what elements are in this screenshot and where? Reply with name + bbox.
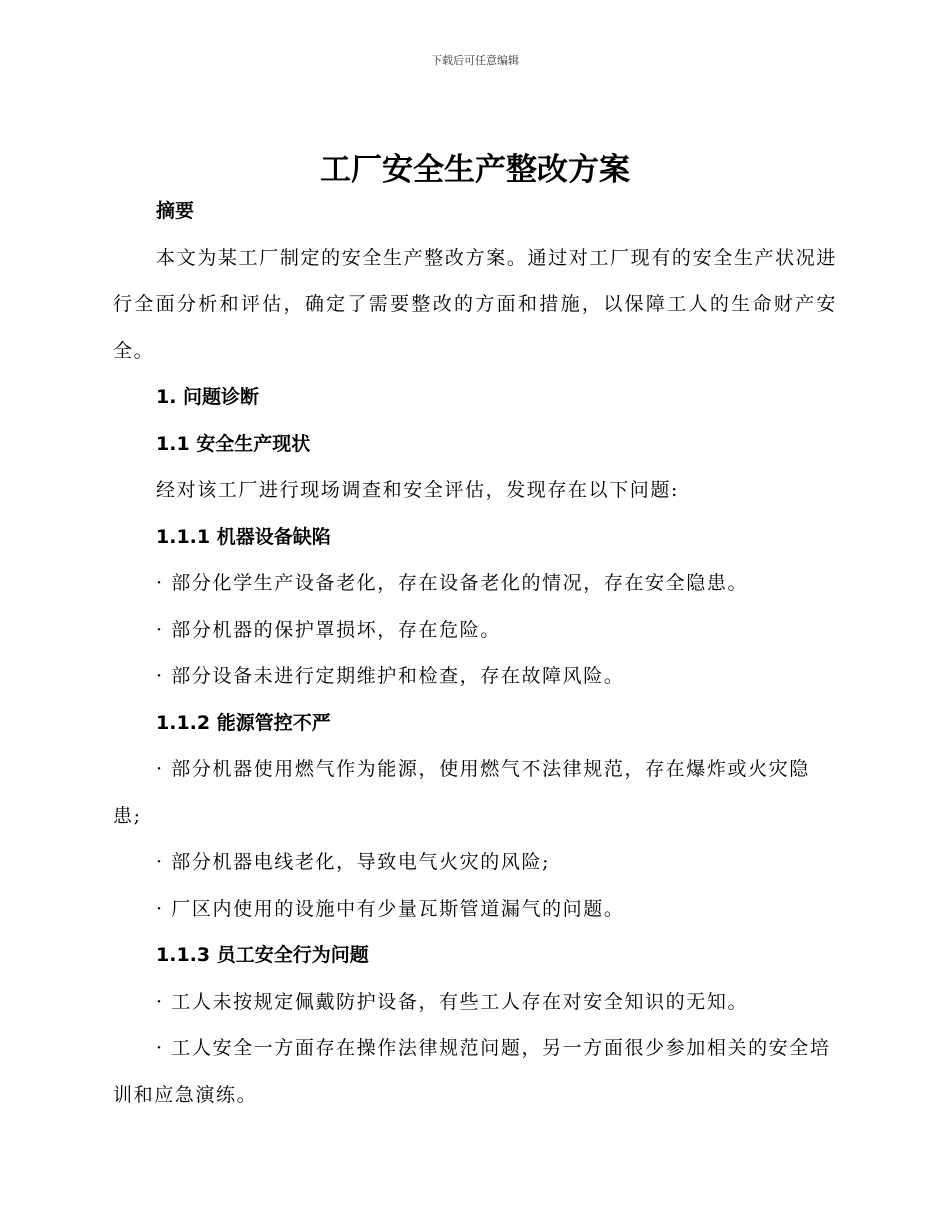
list-item: · 工人未按规定佩戴防护设备，有些工人存在对安全知识的无知。	[156, 990, 749, 1013]
document-body	[113, 188, 837, 1118]
document-title: 工厂安全生产整改方案	[320, 152, 630, 188]
list-item: · 厂区内使用的设施中有少量瓦斯管道漏气的问题。	[156, 897, 625, 920]
list-item: · 部分机器电线老化，导致电气火灾的风险;	[156, 851, 551, 873]
list-item: · 部分机器的保护罩损坏，存在危险。	[156, 618, 501, 641]
list-item: · 部分设备未进行定期维护和检查，存在故障风险。	[156, 665, 625, 687]
list-item: · 工人安全一方面存在操作法律规范问题，另一方面很少参加相关的安全培训和应急演练。	[113, 1037, 831, 1106]
section-1-1-1-heading: 1.1.1 机器设备缺陷	[156, 525, 331, 548]
abstract-heading: 摘要	[156, 200, 195, 222]
section-1-1-intro: 经对该工厂进行现场调查和安全评估，发现存在以下问题:	[156, 479, 680, 501]
section-1-1-3-heading: 1.1.3 员工安全行为问题	[156, 944, 369, 966]
list-item: · 部分化学生产设备老化，存在设备老化的情况，存在安全隐患。	[156, 572, 749, 594]
section-1-heading: 1. 问题诊断	[156, 386, 260, 408]
section-1-1-2-heading: 1.1.2 能源管控不严	[156, 711, 331, 734]
page-header-note: 下载后可任意编辑	[431, 54, 519, 67]
list-item: · 部分机器使用燃气作为能源，使用燃气不法律规范，存在爆炸或火灾隐患;	[113, 758, 810, 827]
abstract-paragraph: 本文为某工厂制定的安全生产整改方案。通过对工厂现有的安全生产状况进行全面分析和评估，确定了需要整改的方面和措施，以保障工人的生命财产安全。	[113, 246, 837, 362]
section-1-1-heading: 1.1 安全生产现状	[156, 432, 311, 455]
